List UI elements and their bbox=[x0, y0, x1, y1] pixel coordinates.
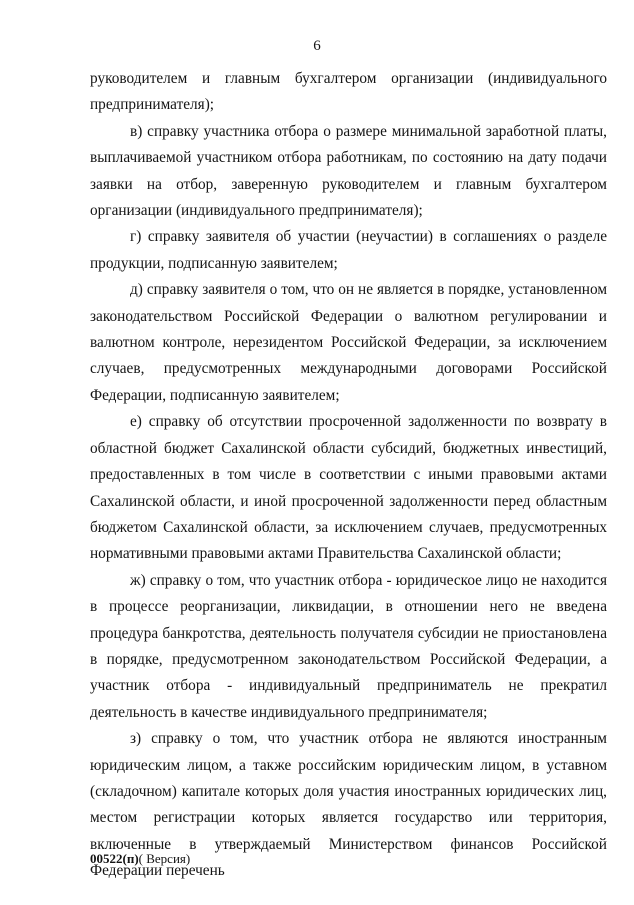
document-version: ( Версия) bbox=[138, 851, 191, 866]
paragraph-continuation: руководителем и главным бухгалтером организации (индивидуального предпринимателя); bbox=[90, 70, 607, 114]
paragraph-item-zh: ж) справку о том, что участник отбора - юридическое лицо не находится в процессе реорганизации, ликвидации, в отношении него не введена процедура банкротства, деятельность получателя субсидии не приостановлена в порядке, предусмотренном законодательством Российской Федерации, а участник отбора - индивидуальный предприниматель не прекратил деятельность в качестве индивидуального предпринимателя; bbox=[90, 571, 607, 721]
paragraph-item-g: г) справку заявителя об участии (неучастии) в соглашениях о разделе продукции, подписанную заявителем; bbox=[90, 228, 607, 272]
paragraph-item-e: е) справку об отсутствии просроченной задолженности по возврату в областной бюджет Сахалинской области субсидий, бюджетных инвестиций, предоставленных в том числе в соответствии с иными правовыми актами Сахалинской области, и иной просроченной задолженности перед областным бюджетом Сахалинской области, за исключением случаев, предусмотренных нормативными правовыми актами Правительства Сахалинской области; bbox=[90, 413, 607, 563]
paragraph-item-z: з) справку о том, что участник отбора не являются иностранным юридическим лицом, а также российским юридическим лицом, в уставном (складочном) капитале которых доля участия иностранных юридических лиц, местом регистрации которых является государство или территория, включенные в утверждаемый Министерством финансов Российской Федерации перечень bbox=[90, 730, 607, 880]
document-footer bbox=[90, 851, 190, 867]
document-body bbox=[90, 66, 607, 885]
paragraph-item-d: д) справку заявителя о том, что он не является в порядке, установленном законодательством Российской Федерации о валютном регулировании и валютном контроле, нерезидентом Российской Федерации, за исключением случаев, предусмотренных международными договорами Российской Федерации, подписанную заявителем; bbox=[90, 281, 607, 404]
page-number: 6 bbox=[313, 38, 321, 54]
paragraph-item-v: в) справку участника отбора о размере минимальной заработной платы, выплачиваемой участником отбора работникам, по состоянию на дату подачи заявки на отбор, заверенную руководителем и главным бухгалтером организации (индивидуального предпринимателя); bbox=[90, 122, 607, 220]
document-code: 00522(п) bbox=[90, 851, 139, 866]
